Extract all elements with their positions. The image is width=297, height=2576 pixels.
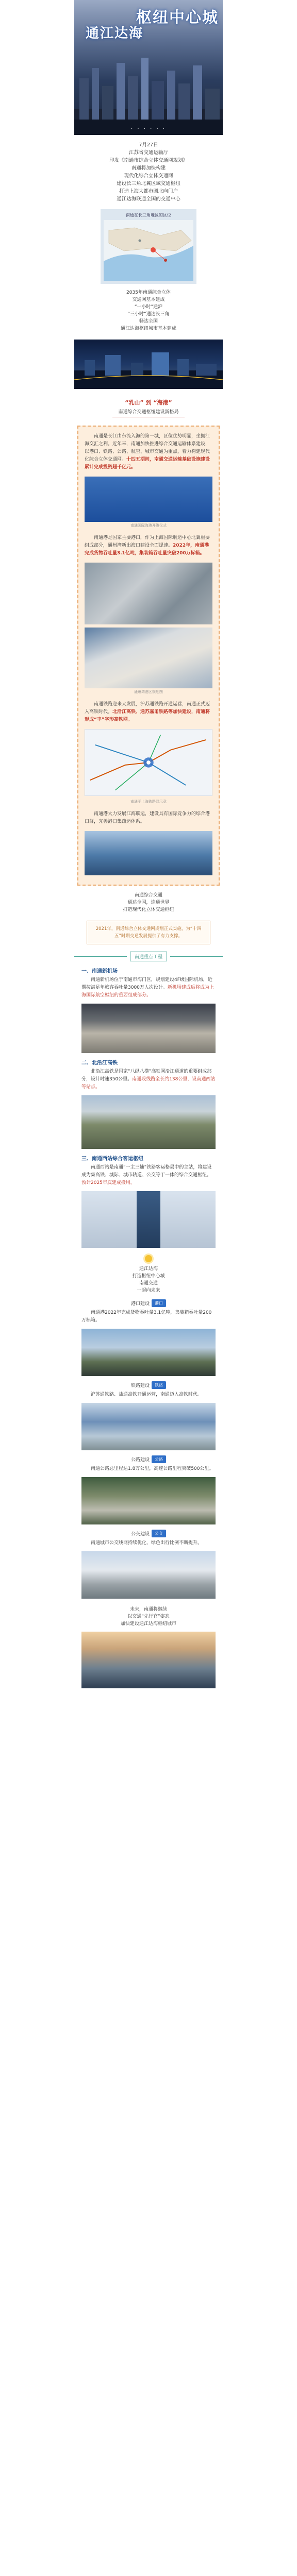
aerial-image-2: [85, 628, 212, 688]
category-label: 港口建设: [130, 1301, 150, 1307]
port-aerial-photo: [85, 563, 212, 699]
intro-text-2: [74, 284, 223, 336]
paragraph: 南通是长江由东流入海的第一城，区位优势明显，坐拥江海交汇之利。近年来，南通加快推进综合交通运输体系建设，以港口、铁路、公路、航空、城市交通为重点，着力构建现代化综合立体交通网。十四五期间，南通交通运输基础设施建设累计完成投资超千亿元。: [85, 434, 210, 470]
intro-line: 7月27日: [139, 142, 158, 148]
highlight-text: 北沿江高铁、通苏嘉甬铁路等加快建设，南通将形成“丰”字形高铁网。: [85, 709, 210, 722]
closing-line: 南通交通: [139, 1281, 158, 1286]
category-row: [74, 1530, 223, 1537]
rail-network-map: [85, 729, 212, 796]
map-caption: 南通在长三角地区的区位: [126, 213, 171, 217]
highway-photo: [81, 1477, 216, 1524]
category-paragraph: 沪苏通铁路、盐通高铁开通运营，南通迈入高铁时代。: [91, 1392, 203, 1397]
category-row: [74, 1299, 223, 1307]
highlight-box: [77, 426, 220, 886]
project-paragraph: 南通新机场位于南通市海门区，规划建设4F级国际机场，近期按满足年旅客吞吐量3000万人次设计。新机场建成后将成为上海国际航空枢纽的重要组成部分。: [81, 977, 214, 998]
harbor-photo: [85, 831, 212, 875]
bus-photo: [81, 1551, 216, 1599]
category-label: 铁路建设: [130, 1383, 150, 1388]
ceremony-photo: [85, 477, 212, 532]
hero-title-main: 枢纽中心城: [136, 9, 219, 27]
highlight-text: 新机场建成后将成为上海国际航空枢纽的重要组成部分。: [81, 985, 214, 998]
category-paragraph: 南通港2022年完成货物吞吐量3.1亿吨，集装箱吞吐量200万标箱。: [81, 1310, 212, 1323]
tower-shape: [137, 1191, 160, 1248]
intro-line: 建设长三角北翼区域交通枢纽: [117, 181, 180, 187]
section-subtitle: 南通综合交通枢纽建设新格局: [118, 410, 179, 415]
region-map-image: [104, 220, 193, 281]
airport-photo: [81, 1004, 216, 1053]
photo-caption: 南通至上海铁路网示意: [130, 800, 167, 804]
intro-line: 江苏省交通运输厅: [128, 150, 168, 156]
summary-line: 打造现代化立体交通枢纽: [123, 907, 174, 912]
intro2-line: “一小时”通沪: [134, 304, 163, 310]
intro2-line: 通江达海枢纽城市基本建成: [120, 326, 176, 331]
hero-title-secondary: 通江达海: [86, 26, 144, 41]
category-tag: 铁路: [152, 1381, 166, 1389]
station-photo: [81, 1191, 216, 1248]
intro-line: 现代化综合立体交通网: [124, 173, 173, 179]
highlight-text: 十四五期间，南通交通运输基础设施建设累计完成投资超千亿元。: [85, 457, 210, 470]
paragraph: 南通港是国家主要港口，作为上海国际航运中心北翼重要组成部分，通州湾新出海口建设全面提速。2022年，南通港完成货物吞吐量3.1亿吨，集装箱吞吐量突破200万标箱。: [85, 535, 210, 556]
category-label: 公路建设: [130, 1458, 150, 1463]
project-title: 三、南通西站综合客运枢纽: [81, 1156, 143, 1162]
final-text: [74, 1606, 223, 1628]
final-line: 加快建设通江达海枢纽城市: [120, 1621, 176, 1626]
closing-line: 一起向未来: [137, 1288, 160, 1293]
category-tag: 公交: [152, 1530, 166, 1537]
intro2-line: 畅达全国: [139, 319, 158, 324]
railway-photo: [81, 1095, 216, 1149]
stage-image: [85, 477, 212, 522]
aerial-image-1: [85, 563, 212, 624]
paragraph: 南通港大力发展江海联运，建设具有国际竞争力的综合港口群，完善港口集疏运体系。: [85, 811, 210, 824]
night-city-image: [74, 340, 223, 389]
closing-text: [74, 1265, 223, 1294]
final-line: 未来，南通将继续: [129, 1607, 167, 1612]
paragraph: 南通铁路迎来大发展，沪苏通铁路开通运营，南通正式迈入高铁时代。北沿江高铁、通苏嘉甬铁路等加快建设，南通将形成“丰”字形高铁网。: [85, 702, 210, 722]
photo-caption: 通州湾港区规划图: [134, 690, 163, 694]
port-photo: [81, 1329, 216, 1376]
intro2-line: “三小时”通达长三角: [127, 312, 170, 317]
hero-banner: [74, 0, 223, 135]
category-row: [74, 1455, 223, 1463]
category-paragraph: 南通公路总里程达1.8万公里，高速公路里程突破500公里。: [91, 1466, 214, 1471]
rail-photo: [81, 1403, 216, 1450]
rail-map-figure: [85, 729, 212, 808]
hero-dots: · · · · · ·: [131, 126, 166, 132]
closing-line: 通江达海: [139, 1266, 158, 1272]
highlight-text: 南通段线路全长约138公里，设南通西站等站点。: [81, 1077, 216, 1090]
highlight-text: 预计2025年底建成投用。: [81, 1180, 135, 1185]
category-row: [74, 1381, 223, 1389]
project-paragraph: 北沿江高铁是国家“八纵八横”高铁网沿江通道的重要组成部分，设计时速350公里。南通段线路全长约138公里，设南通西站等站点。: [81, 1069, 216, 1090]
section-title: “乳山” 到 “海港”: [125, 399, 172, 406]
banner-line: [74, 956, 127, 957]
summary-line: 通达全国，连通世界: [127, 900, 170, 905]
quote-box: 2021年，南通综合立体交通网规划正式实施，为“十四五”时期交通发展提供了有力支撑。: [87, 921, 210, 944]
final-line: 以交通“先行官”姿态: [127, 1614, 170, 1619]
region-map-card: [101, 209, 196, 284]
intro-line: 通江达海联通全国的交通中心: [117, 196, 180, 202]
night-skyline-graphic: [74, 340, 223, 389]
intro-line: 打造上海大都市圈北向门户: [119, 189, 178, 194]
city-skyline-image: [74, 47, 223, 135]
category-tag: 港口: [152, 1299, 166, 1307]
harbor-image: [85, 831, 212, 875]
section-banner: [74, 952, 223, 961]
section-header: [74, 392, 223, 421]
intro-line: 南通将加快构建: [131, 165, 166, 171]
sun-icon: [145, 1255, 152, 1262]
sunset-city-photo: [81, 1632, 216, 1688]
article-column: [74, 0, 223, 1688]
category-paragraph: 南通城市公交线网持续优化，绿色出行比例不断提升。: [91, 1540, 203, 1546]
intro-text: [74, 135, 223, 206]
intro2-line: 交通网基本建成: [132, 297, 165, 302]
banner-line: [170, 956, 223, 957]
summary-text: [74, 890, 223, 916]
highlight-text: 2022年，南通港完成货物吞吐量3.1亿吨，集装箱吞吐量突破200万标箱。: [85, 543, 209, 556]
project-title: 二、北沿江高铁: [81, 1060, 118, 1066]
category-label: 公交建设: [130, 1532, 150, 1537]
project-title: 一、南通新机场: [81, 969, 118, 974]
project-paragraph: 南通西站是南通“一主三辅”铁路客运格局中的主站，将建设成为集高铁、城际、城市轨道、公交等于一体的综合交通枢纽。预计2025年底建成投用。: [81, 1165, 212, 1185]
summary-line: 南通综合交通: [134, 893, 162, 898]
photo-caption: 南通国际海港开港仪式: [130, 523, 167, 528]
category-tag: 公路: [152, 1455, 166, 1463]
intro2-line: 2035年南通综合立体: [126, 290, 171, 295]
banner-label: 南通重点工程: [130, 952, 167, 961]
intro-line: 印发《南通市综合立体交通网规划》: [109, 158, 188, 163]
closing-line: 打造枢纽中心城: [132, 1274, 165, 1279]
